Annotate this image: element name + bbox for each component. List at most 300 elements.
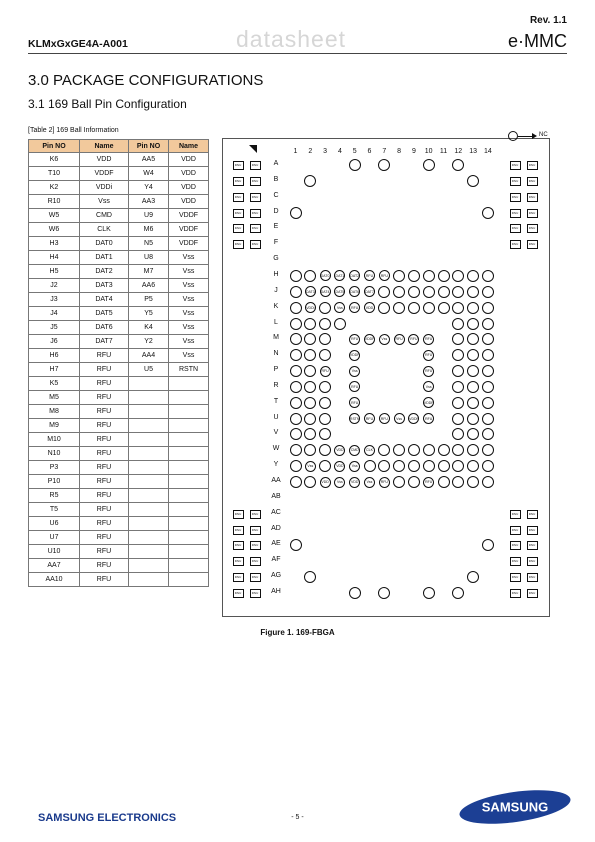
ball-nc — [467, 318, 479, 330]
ball-nc — [378, 302, 390, 314]
dnu-pad: DNU — [527, 209, 538, 218]
pin-name-cell: VDD — [169, 181, 209, 195]
ball-nc — [408, 286, 420, 298]
row-label: N — [273, 350, 279, 358]
pin-name-cell: Vss — [169, 349, 209, 363]
ball-label: RFU — [351, 384, 359, 389]
table-row — [29, 405, 209, 419]
pin-number-cell: M10 — [29, 433, 80, 447]
pin-name-cell: DAT5 — [80, 307, 129, 321]
ball-nc — [467, 413, 479, 425]
ball-label: RFU — [380, 416, 388, 421]
ball-nc — [290, 349, 302, 361]
ball-nc — [290, 333, 302, 345]
pin-number-cell — [129, 531, 169, 545]
ball-label: RFU — [351, 305, 359, 310]
column-label: 4 — [337, 148, 342, 155]
column-label: 7 — [382, 148, 387, 155]
pin-number-cell: M8 — [29, 405, 80, 419]
dnu-pad: DNU — [510, 526, 521, 535]
pin-number-cell: U10 — [29, 545, 80, 559]
dnu-pad: DNU — [527, 240, 538, 249]
ball-signal — [320, 286, 331, 297]
ball-nc — [482, 381, 494, 393]
pin-name-cell: RFU — [80, 517, 129, 531]
ball-label: VDD — [321, 480, 329, 484]
table-row — [29, 531, 209, 545]
dnu-pad: DNU — [510, 161, 521, 170]
pin-number-cell: H4 — [29, 251, 80, 265]
table-row — [29, 377, 209, 391]
ball-signal — [349, 334, 360, 345]
ball-signal — [320, 270, 331, 281]
pin-name-cell: RFU — [80, 573, 129, 587]
pin-number-cell: U8 — [129, 251, 169, 265]
ball-nc — [482, 318, 494, 330]
ball-nc — [452, 413, 464, 425]
ball-label: DAT6 — [350, 289, 360, 294]
dnu-pad: DNU — [527, 193, 538, 202]
ball-label: RFU — [351, 337, 359, 342]
header-pin-no: Pin NO — [29, 140, 80, 153]
ball-nc — [290, 397, 302, 409]
nc-legend-ball — [508, 131, 518, 141]
table-row — [29, 209, 209, 223]
ball-label: VDDF — [349, 353, 360, 358]
ball-label: Vss — [425, 384, 432, 389]
pin-number-cell: AA5 — [129, 153, 169, 167]
pin-name-cell: RFU — [80, 545, 129, 559]
ball-nc — [438, 460, 450, 472]
page-number: - 5 - — [291, 814, 304, 821]
dnu-pad: DNU — [233, 541, 244, 550]
pin-number-cell: W6 — [29, 223, 80, 237]
ball-label: RFU — [365, 416, 374, 421]
row-label: P — [273, 366, 279, 374]
ball-nc — [290, 460, 302, 472]
pin-number-cell — [129, 419, 169, 433]
dnu-pad: DNU — [510, 209, 521, 218]
pin-number-cell: AA7 — [29, 559, 80, 573]
ball-nc — [393, 476, 405, 488]
ball-label: VDDF — [409, 416, 419, 421]
pin-number-cell — [129, 573, 169, 587]
ball-nc — [482, 270, 494, 282]
pin-number-cell: P3 — [29, 461, 80, 475]
dnu-pad: DNU — [527, 177, 538, 186]
ball-nc — [423, 286, 435, 298]
table-row — [29, 503, 209, 517]
ball-label: RSTN — [349, 416, 360, 421]
column-label: 13 — [469, 148, 477, 155]
ball-label: Vss — [396, 416, 403, 421]
ball-nc — [467, 270, 479, 282]
pin-number-cell: J4 — [29, 307, 80, 321]
ball-nc — [304, 413, 316, 425]
table-row — [29, 447, 209, 461]
ball-nc — [482, 365, 494, 377]
ball-label: RFU — [365, 273, 374, 278]
pin-name-cell: VDDF — [169, 223, 209, 237]
row-label: R — [273, 381, 279, 389]
ball-label: RFU — [410, 337, 418, 342]
ball-signal — [379, 334, 390, 345]
ball-nc — [467, 397, 479, 409]
pin-number-cell — [129, 503, 169, 517]
table-row — [29, 195, 209, 209]
ball-nc — [290, 428, 302, 440]
pin-name-cell — [169, 405, 209, 419]
ball-nc — [393, 302, 405, 314]
table-row — [29, 223, 209, 237]
row-label: H — [273, 270, 279, 278]
ball-label: Vss — [381, 337, 388, 342]
ball-nc — [423, 159, 435, 171]
ball-label: VDDi — [306, 305, 315, 310]
pin-name-cell: VDD — [169, 153, 209, 167]
dnu-pad: DNU — [510, 573, 521, 582]
pin-number-cell — [129, 461, 169, 475]
ball-nc — [423, 302, 435, 314]
ball-nc — [290, 539, 302, 551]
samsung-logo-text: SAMSUNG — [481, 799, 549, 815]
dnu-pad: DNU — [510, 589, 521, 598]
ball-nc — [290, 302, 302, 314]
ball-nc — [408, 460, 420, 472]
ball-signal — [423, 477, 434, 488]
table-row — [29, 559, 209, 573]
pin-number-cell: U6 — [29, 517, 80, 531]
pin-number-cell: K5 — [29, 377, 80, 391]
pin-name-cell: RFU — [80, 461, 129, 475]
ball-signal — [364, 334, 375, 345]
ball-label: RFU — [351, 400, 359, 405]
table-row — [29, 419, 209, 433]
table-row — [29, 293, 209, 307]
column-label: 2 — [308, 148, 313, 155]
ball-label: Vss — [307, 464, 314, 469]
ball-label: RFU — [425, 337, 433, 342]
row-label: C — [273, 191, 279, 199]
nc-legend-label: NC — [539, 132, 548, 138]
row-label: AA — [271, 477, 281, 484]
pin-number-cell — [129, 391, 169, 405]
row-label: J — [274, 286, 278, 294]
dnu-pad: DNU — [250, 193, 261, 202]
dnu-pad: DNU — [527, 541, 538, 550]
row-label: E — [273, 223, 279, 231]
header-name: Name — [80, 140, 129, 153]
pin-name-cell: Vss — [169, 307, 209, 321]
ball-label: Vss — [351, 369, 358, 374]
row-label: L — [274, 318, 278, 326]
dnu-pad: DNU — [527, 526, 538, 535]
pin-name-cell — [169, 531, 209, 545]
dnu-pad: DNU — [233, 240, 244, 249]
pin-number-cell — [129, 517, 169, 531]
pin-name-cell — [169, 377, 209, 391]
pin-number-cell — [129, 405, 169, 419]
dnu-pad: DNU — [233, 573, 244, 582]
pin-number-cell: U5 — [129, 363, 169, 377]
pin-name-cell — [169, 419, 209, 433]
pin-name-cell: Vss — [169, 251, 209, 265]
pin-name-cell: VDD — [169, 195, 209, 209]
pin-name-cell: Vss — [169, 293, 209, 307]
table-row — [29, 363, 209, 377]
row-label: AG — [270, 572, 282, 580]
ball-nc — [408, 302, 420, 314]
ball-nc — [290, 476, 302, 488]
ball-nc — [438, 476, 450, 488]
ball-label: RFU — [395, 337, 403, 342]
pin-number-cell: M6 — [129, 223, 169, 237]
ball-nc — [482, 397, 494, 409]
part-number: KLMxGxGE4A-A001 — [28, 38, 128, 50]
samsung-logo — [458, 790, 572, 824]
pin-number-cell: W4 — [129, 167, 169, 181]
dnu-pad: DNU — [233, 193, 244, 202]
ball-label: RFU — [380, 273, 388, 278]
ball-label: VDD — [350, 480, 359, 484]
pin-number-cell: H3 — [29, 237, 80, 251]
pin-name-cell: VDD — [169, 167, 209, 181]
dnu-pad: DNU — [250, 557, 261, 566]
pin-name-cell: DAT3 — [80, 279, 129, 293]
ball-nc — [349, 587, 361, 599]
dnu-pad: DNU — [250, 510, 261, 519]
table-row — [29, 433, 209, 447]
pin-number-cell: N5 — [129, 237, 169, 251]
ball-label: DAT0 — [320, 273, 330, 278]
pin-number-cell: U7 — [29, 531, 80, 545]
ball-label: RFU — [425, 353, 433, 358]
dnu-pad: DNU — [233, 161, 244, 170]
column-label: 6 — [367, 148, 372, 155]
ball-nc — [319, 413, 331, 425]
pin-number-cell: AA6 — [129, 279, 169, 293]
pin-number-cell: H6 — [29, 349, 80, 363]
dnu-pad: DNU — [527, 557, 538, 566]
pin-number-cell: P10 — [29, 475, 80, 489]
pin-number-cell: Y2 — [129, 335, 169, 349]
ball-nc — [482, 207, 494, 219]
pin-number-cell: K2 — [29, 181, 80, 195]
pin-number-cell: AA4 — [129, 349, 169, 363]
ball-label: VDDF — [364, 337, 375, 342]
pin-name-cell — [169, 475, 209, 489]
ball-signal — [423, 350, 434, 361]
row-label: AE — [271, 540, 281, 548]
ball-nc — [467, 381, 479, 393]
ball-nc — [393, 286, 405, 298]
row-label: V — [273, 429, 279, 437]
pin-number-cell: M9 — [29, 419, 80, 433]
table-row — [29, 545, 209, 559]
dnu-pad: DNU — [510, 193, 521, 202]
ball-nc — [290, 381, 302, 393]
row-label: AH — [271, 587, 281, 595]
ball-nc — [290, 365, 302, 377]
pin-name-cell: RFU — [80, 475, 129, 489]
ball-label: RFU — [425, 369, 433, 374]
ball-signal — [394, 334, 405, 345]
ball-signal — [349, 445, 360, 456]
pin-name-cell: RFU — [80, 405, 129, 419]
table-header-row — [29, 140, 209, 153]
ball-label: DAT7 — [365, 289, 374, 294]
table-row — [29, 349, 209, 363]
ball-signal — [349, 461, 360, 472]
ball-nc — [482, 460, 494, 472]
pin-number-cell: AA10 — [29, 573, 80, 587]
pin-number-cell — [129, 545, 169, 559]
table-row — [29, 573, 209, 587]
dnu-pad: DNU — [250, 161, 261, 170]
ball-nc — [467, 286, 479, 298]
ball-nc — [467, 302, 479, 314]
ball-signal — [305, 302, 316, 313]
ball-nc — [452, 397, 464, 409]
ball-label: DAT4 — [320, 289, 330, 294]
table-row — [29, 237, 209, 251]
ball-label: VDDF — [423, 400, 434, 405]
ball-nc — [304, 397, 316, 409]
dnu-pad: DNU — [510, 240, 521, 249]
ball-nc — [378, 286, 390, 298]
ball-nc — [438, 302, 450, 314]
ball-nc — [482, 476, 494, 488]
column-label: 9 — [411, 148, 416, 155]
dnu-pad: DNU — [527, 224, 538, 233]
pin-number-cell: M5 — [29, 391, 80, 405]
watermark: datasheet — [236, 26, 347, 52]
pin-name-cell: RFU — [80, 531, 129, 545]
ball-signal — [379, 477, 390, 488]
ball-label: RFU — [425, 416, 433, 421]
pin-name-cell: VDDF — [80, 167, 129, 181]
pin-number-cell: K4 — [129, 321, 169, 335]
table-row — [29, 391, 209, 405]
header-name-2: Name — [169, 140, 209, 153]
ball-nc — [319, 302, 331, 314]
pin-number-cell: J6 — [29, 335, 80, 349]
table-row — [29, 461, 209, 475]
row-label: W — [272, 445, 280, 453]
table-row — [29, 181, 209, 195]
pin-name-cell: RFU — [80, 377, 129, 391]
pin-name-cell: DAT2 — [80, 265, 129, 279]
dnu-pad: DNU — [527, 161, 538, 170]
pin-number-cell: K6 — [29, 153, 80, 167]
ball-label: Vss — [366, 480, 373, 484]
pin-name-cell: VDDF — [169, 237, 209, 251]
pin-name-cell — [169, 391, 209, 405]
header-divider — [28, 53, 567, 54]
column-label: 11 — [439, 148, 448, 155]
dnu-pad: DNU — [233, 526, 244, 535]
pin-number-cell — [129, 475, 169, 489]
pin-name-cell — [169, 559, 209, 573]
ball-nc — [452, 318, 464, 330]
table-row — [29, 335, 209, 349]
row-label: AB — [271, 492, 281, 500]
pin-number-cell: N10 — [29, 447, 80, 461]
table-row — [29, 265, 209, 279]
table-row — [29, 279, 209, 293]
ball-label: VDD — [336, 448, 344, 453]
ball-label: CLK — [366, 448, 373, 453]
pin-name-cell: RFU — [80, 419, 129, 433]
ball-label: DAT1 — [335, 273, 345, 278]
dnu-pad: DNU — [527, 510, 538, 519]
figure-caption: Figure 1. 169-FBGA — [260, 628, 335, 637]
pin-name-cell: DAT0 — [80, 237, 129, 251]
pin-name-cell — [169, 489, 209, 503]
row-label: K — [273, 302, 279, 310]
pin-name-cell: DAT7 — [80, 335, 129, 349]
table-row — [29, 307, 209, 321]
dnu-pad: DNU — [233, 224, 244, 233]
ball-signal — [364, 445, 375, 456]
ball-label: RFU — [321, 369, 329, 374]
revision: Rev. 1.1 — [529, 15, 567, 26]
pin-name-cell — [169, 503, 209, 517]
ball-nc — [319, 318, 331, 330]
dnu-pad: DNU — [250, 224, 261, 233]
dnu-pad: DNU — [250, 209, 261, 218]
pin-number-cell: H5 — [29, 265, 80, 279]
row-label: AD — [271, 524, 281, 532]
ball-signal — [334, 461, 345, 472]
ball-nc — [334, 318, 346, 330]
product-name: e·MMC — [508, 31, 567, 51]
subsection-title: 3.1 169 Ball Pin Configuration — [28, 97, 187, 111]
table-row — [29, 321, 209, 335]
ball-nc — [364, 460, 376, 472]
ball-nc — [393, 270, 405, 282]
pin-name-cell: RFU — [80, 447, 129, 461]
ball-nc — [290, 444, 302, 456]
dnu-pad: DNU — [527, 573, 538, 582]
ball-label: DAT3 — [305, 289, 315, 294]
pin-name-cell — [169, 447, 209, 461]
dnu-pad: DNU — [510, 224, 521, 233]
table-row — [29, 489, 209, 503]
pin-name-cell: Vss — [169, 321, 209, 335]
dnu-pad: DNU — [233, 177, 244, 186]
pin-number-cell: AA3 — [129, 195, 169, 209]
ball-nc — [467, 476, 479, 488]
pin-number-cell: J5 — [29, 321, 80, 335]
dnu-pad: DNU — [250, 573, 261, 582]
a1-corner-marker — [249, 145, 257, 153]
row-label: Y — [273, 461, 279, 469]
ball-label: DAT5 — [335, 289, 345, 294]
pin-number-cell — [129, 559, 169, 573]
pin-name-cell — [169, 517, 209, 531]
ball-nc — [482, 286, 494, 298]
ball-signal — [394, 413, 405, 424]
column-label: 3 — [323, 148, 328, 155]
ball-nc — [319, 381, 331, 393]
pin-number-cell: R10 — [29, 195, 80, 209]
ball-nc — [423, 587, 435, 599]
section-title: 3.0 PACKAGE CONFIGURATIONS — [28, 72, 264, 89]
column-label: 5 — [352, 148, 357, 155]
pin-name-cell: Vss — [169, 265, 209, 279]
ball-signal — [320, 366, 331, 377]
